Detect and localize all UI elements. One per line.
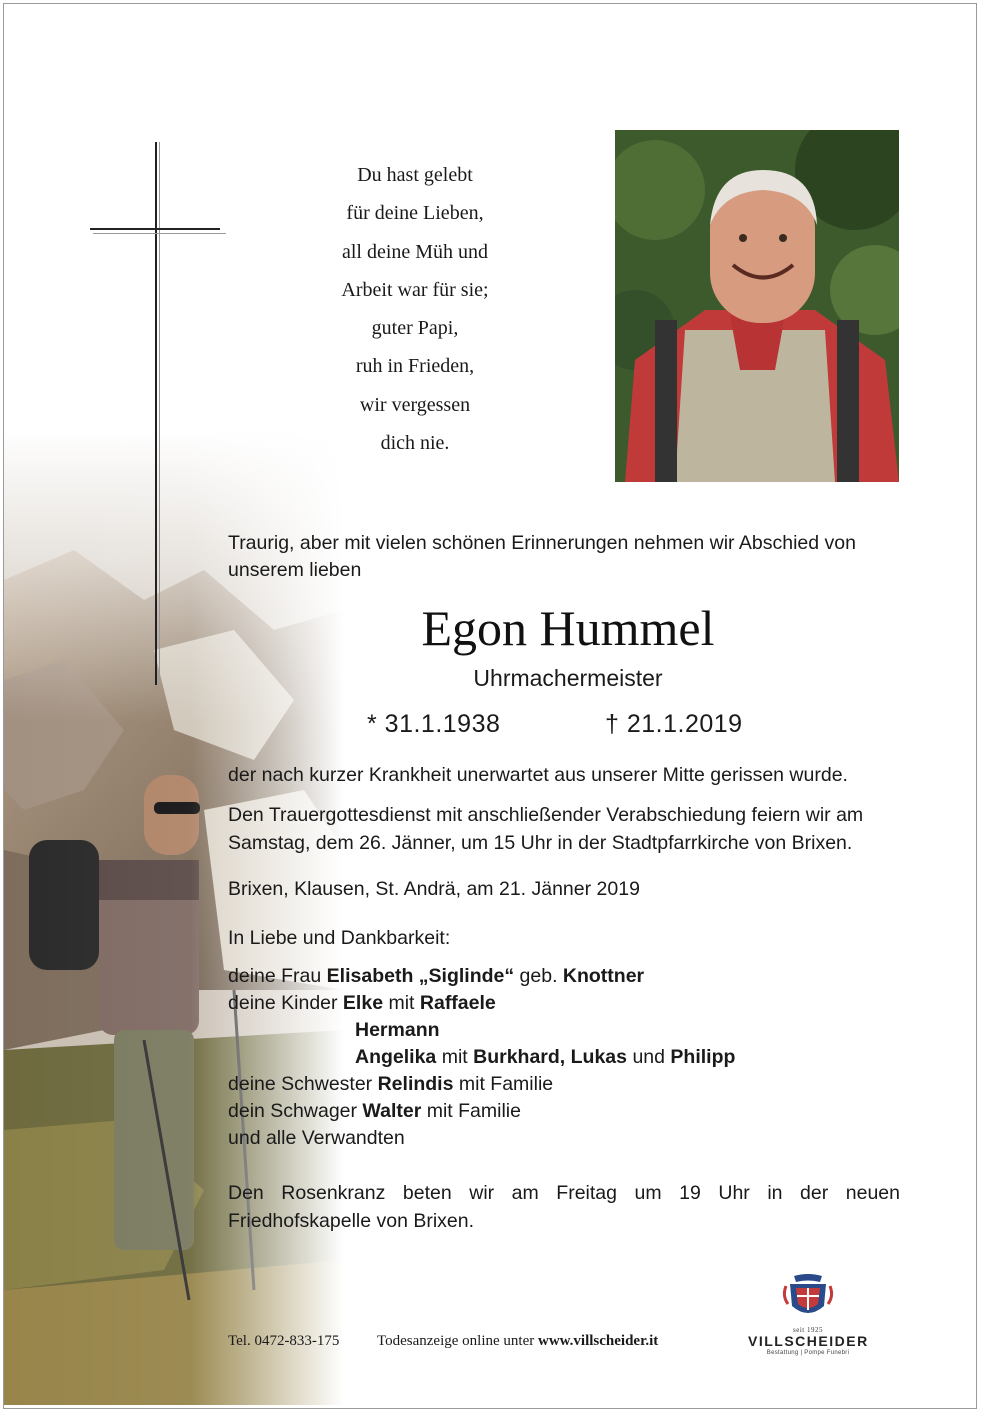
mourner-row-wife [228, 963, 908, 990]
footer-online-label: Todesanzeige online unter [377, 1333, 535, 1349]
footer-phone: Tel. 0472-833-175 [228, 1333, 340, 1349]
poem [300, 156, 530, 462]
place-date-text: Brixen, Klausen, St. Andrä, am 21. Jänner 2019 [228, 878, 640, 900]
mourner-row-sister [228, 1071, 908, 1098]
cross-horizontal-icon [90, 228, 220, 230]
service-text: Den Trauergottesdienst mit anschließender Verabschiedung feiern wir am Samstag, dem 26. Jänner, um 15 Uhr in der Stadtpfarrkirche von Brixen. [228, 804, 864, 854]
mourner-name: Walter [362, 1100, 422, 1122]
mourner-relation: deine Kinder [228, 992, 338, 1014]
mourner-name: Burkhard, Lukas [473, 1046, 628, 1068]
mourner-name: Elke [342, 992, 384, 1014]
deceased-name: Egon Hummel [421, 600, 715, 656]
mourners-list [228, 963, 908, 1152]
logo-name: VILLSCHEIDER [748, 1333, 869, 1349]
mourner-suffix: mit Familie [458, 1073, 554, 1095]
portrait-photo [615, 130, 899, 482]
poem-line: Du hast gelebt [357, 164, 473, 186]
footer-website-link[interactable]: www.villscheider.it [537, 1333, 659, 1349]
mourner-connector: und [632, 1046, 665, 1068]
intro-text: Traurig, aber mit vielen schönen Erinnerungen nehmen wir Abschied von unserem lieben [228, 532, 856, 581]
mourner-row-child2 [228, 1017, 908, 1044]
mourner-connector: mit [441, 1046, 468, 1068]
cross-vertical-icon [155, 142, 157, 685]
mourner-row-child3 [228, 1044, 908, 1071]
deceased-profession: Uhrmachermeister [473, 665, 663, 691]
mourner-relation: deine Frau [228, 965, 322, 987]
mourner-name: Elisabeth „Siglinde“ [326, 965, 515, 987]
mourner-row-children [228, 990, 908, 1017]
mourner-row-relatives: und alle Verwandten [228, 1127, 405, 1149]
poem-line: Arbeit war für sie; [341, 278, 489, 301]
illness-text: der nach kurzer Krankheit unerwartet aus unserer Mitte gerissen wurde. [228, 764, 848, 786]
gratitude-text: In Liebe und Dankbarkeit: [228, 927, 451, 949]
mourner-name: Angelika [355, 1046, 437, 1068]
logo-since: seit 1925 [793, 1326, 823, 1334]
crest-icon [782, 1272, 834, 1320]
poem-line: wir vergessen [359, 393, 471, 416]
funeral-home-logo [748, 1272, 868, 1356]
cross-vertical-shadow [159, 142, 160, 685]
logo-subtitle: Bestattung | Pompe Funebri [766, 1350, 850, 1356]
cross-horizontal-shadow [93, 233, 226, 234]
mourner-name: Relindis [377, 1073, 454, 1095]
birth-date: * 31.1.1938 [367, 710, 501, 738]
poem-line: all deine Müh und [341, 240, 489, 263]
mourner-relation: dein Schwager [228, 1100, 357, 1122]
death-date: † 21.1.2019 [605, 710, 743, 738]
footer-online [377, 1333, 658, 1350]
mourner-name: Hermann [355, 1019, 440, 1041]
poem-line: ruh in Frieden, [355, 355, 475, 378]
mourner-nee: geb. [519, 965, 558, 987]
mourner-name: Raffaele [419, 992, 496, 1014]
poem-line: guter Papi, [371, 317, 459, 340]
poem-line: dich nie. [380, 432, 450, 455]
mourner-suffix: mit Familie [426, 1100, 521, 1122]
mourner-relation: deine Schwester [228, 1073, 373, 1095]
rosary-text: Den Rosenkranz beten wir am Freitag um 19 Uhr in der neuen Friedhofskapelle von Brixen. [228, 1182, 900, 1232]
mourner-maiden-name: Knottner [562, 965, 645, 987]
mourner-connector: mit [388, 992, 415, 1014]
mourner-row-brother-in-law [228, 1098, 908, 1125]
mourner-name: Philipp [670, 1046, 736, 1068]
poem-line: für deine Lieben, [346, 202, 484, 225]
